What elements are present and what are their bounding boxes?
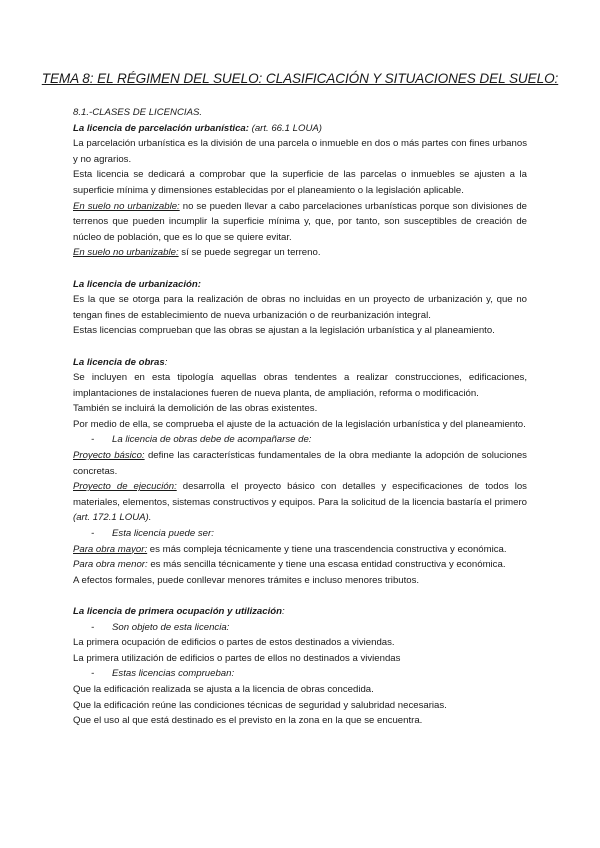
ocupacion-heading: La licencia de primera ocupación y utilización [73,606,282,617]
ocupacion-line-4: Que la edificación reúne las condiciones técnicas de seguridad y salubridad necesarias. [73,699,447,711]
urbanizable-text: sí se puede segregar un terreno. [181,247,321,259]
obras-bullet-1: - La licencia de obras debe de acompañarse de: [91,434,312,446]
no-urbanizable-text: no se pueden llevar a cabo parcelaciones urbanísticas porque son divisiones de terrenos que pueden incumplir la superficie mínima y, que, por tanto, son susceptibles de creación de núcleo de población, que es lo que se quiere evitar. [73,200,527,243]
parcelacion-heading: La licencia de parcelación urbanística: [73,122,249,134]
proyecto-basico-paragraph [73,448,527,479]
proyecto-ejecucion-text: desarrolla el proyecto básico con detalles y especificaciones de todos los materiales, elementos, sistemas constructivos y equipos. Para la solicitud de la licencia bastaría el primero [73,481,527,508]
ocupacion-bullet-1: - Son objeto de esta licencia: [91,621,230,633]
ocupacion-bullet-2-text: Estas licencias comprueban: [112,668,235,680]
ocupacion-line-1: La primera ocupación de edificios o partes de estos destinados a viviendas. [73,637,395,649]
obras-heading-line [73,355,527,371]
urbanizacion-heading: La licencia de urbanización: [73,278,201,290]
obra-mayor-text: es más compleja técnicamente y tiene una trascendencia constructiva y económica. [149,543,507,555]
obra-mayor-label: Para obra mayor: [73,543,148,555]
obras-heading-colon: : [164,356,168,368]
obra-mayor-paragraph [73,542,527,558]
proyecto-ejecucion-label: Proyecto de ejecución: [73,481,177,493]
page-title: TEMA 8: EL RÉGIMEN DEL SUELO: CLASIFICACIÓN Y SITUACIONES DEL SUELO: [41,71,559,86]
obras-paragraph-1: Se incluyen en esta tipología aquellas obras tendentes a realizar construcciones, edificaciones, implantaciones de instalaciones fueren de nueva planta, de ampliación, reforma o modificación. [73,372,527,399]
urbanizacion-paragraph-2: Estas licencias comprueban que las obras se ajustan a la legislación urbanística y al planeamiento. [73,325,495,337]
obras-bullet-1-text: La licencia de obras debe de acompañarse de: [112,434,312,446]
obras-heading: La licencia de obras [73,356,165,368]
ocupacion-bullet-2: - Estas licencias comprueban: [91,668,235,680]
ocupacion-line-3: Que la edificación realizada se ajusta a la licencia de obras concedida. [73,683,374,695]
parcelacion-ref: (art. 66.1 LOUA) [251,122,323,134]
obras-bullet-2-text: Esta licencia puede ser: [112,528,214,540]
obra-menor-text: es más sencilla técnicamente y tiene una escasa entidad constructiva y económica. [150,559,506,571]
parcelacion-heading-line [73,121,527,137]
parcelacion-paragraph-1: La parcelación urbanística es la división de una parcela o inmueble en dos o más partes con fines urbanos y no agrarios. [73,138,527,165]
ocupacion-line-5: Que el uso al que está destinado es el previsto en la zona en la que se encuentra. [73,715,423,727]
efectos-formales-paragraph: A efectos formales, puede conllevar menores trámites e incluso menores tributos. [73,574,420,586]
no-urbanizable-paragraph [73,199,527,246]
ocupacion-heading-colon: : [282,606,285,617]
proyecto-ejecucion-paragraph [73,479,527,526]
obra-menor-label: Para obra menor: [73,559,148,571]
proyecto-ejecucion-ref: (art. 172.1 LOUA). [73,512,152,524]
obra-menor-paragraph [73,557,527,573]
ocupacion-heading-line [73,604,527,620]
proyecto-basico-text: define las características fundamentales de la obra mediante la adopción de soluciones concretas. [73,450,527,477]
ocupacion-line-2: La primera utilización de edificios o partes de ellos no destinados a viviendas [73,652,401,664]
urbanizacion-paragraph-1: Es la que se otorga para la realización de obras no incluidas en un proyecto de urbanización y, que no tengan fines de establecimiento de nueva urbanización o de reurbanización integral. [73,294,527,321]
ocupacion-bullet-1-text: Son objeto de esta licencia: [112,621,230,633]
parcelacion-paragraph-2: Esta licencia se dedicará a comprobar que la superficie de las parcelas o inmuebles se ajusten a la superficie mínima y dimensiones establecidas por el planeamiento o la legislación aplicable. [73,169,527,196]
section-heading: 8.1.-CLASES DE LICENCIAS. [73,107,203,118]
urbanizable-paragraph [73,245,527,261]
obras-bullet-2: - Esta licencia puede ser: [91,528,214,540]
proyecto-basico-label: Proyecto básico: [73,450,145,462]
no-urbanizable-label: En suelo no urbanizable: [73,200,180,212]
urbanizable-label: En suelo no urbanizable: [73,247,179,259]
obras-paragraph-3: Por medio de ella, se comprueba el ajuste de la actuación de la legislación urbanística y del planeamiento. [73,418,526,430]
obras-paragraph-2: También se incluirá la demolición de las obras existentes. [73,403,318,415]
document-body [73,105,527,729]
